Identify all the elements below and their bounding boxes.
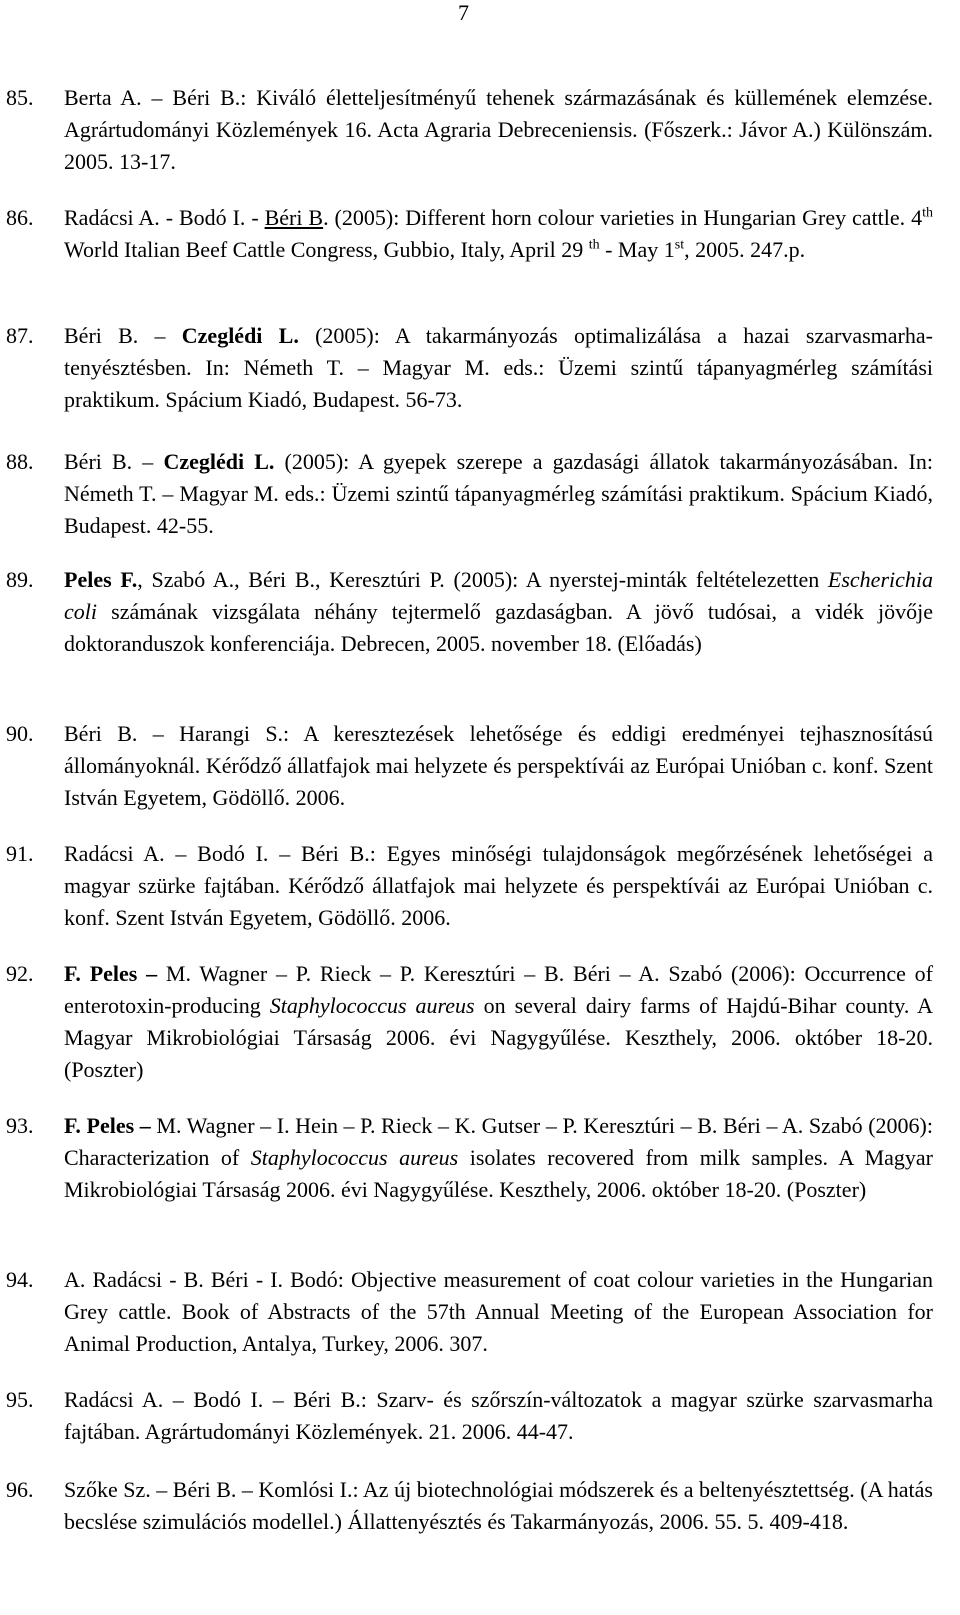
reference-text-run: on several dairy farms of Hajdú-Bihar county. A Magyar Mikrobiológiai Társaság 2006. évi Nagygyűlése. Keszthely, 2006. október 18-20. (Poszter) — [64, 993, 939, 1082]
reference-text — [64, 564, 939, 660]
reference-text-run: th — [922, 205, 933, 221]
reference-text — [64, 82, 939, 178]
reference-text-run: Béri B. – — [64, 449, 164, 474]
reference-text-run: Czeglédi L. — [163, 449, 275, 474]
reference-number: 90. — [6, 721, 34, 746]
reference-number: 96. — [6, 1477, 34, 1502]
reference-text — [64, 446, 939, 542]
reference-text-run: Szőke Sz. – Béri B. – Komlósi I.: Az új biotechnológiai módszerek és a beltenyésztettség. (A hatás becslése szimulációs modellel.) Állattenyésztés és Takarmányozás, 2006. 55. 5. 409-418. — [64, 1477, 939, 1534]
reference-number: 89. — [6, 567, 34, 592]
reference-number: 91. — [6, 841, 34, 866]
reference-text-run: Béri B — [264, 205, 324, 230]
reference-text — [64, 838, 939, 934]
reference-number: 92. — [6, 961, 34, 986]
reference-text-run: Escherichia coli — [64, 567, 939, 624]
reference-text — [64, 1384, 939, 1448]
reference-text-run: st — [674, 237, 685, 253]
reference-text-run: (2005): A takarmányozás optimalizálása a hazai szarvasmarha-tenyésztésben. In: Németh T. – Magyar M. eds.: Üzemi szintű tápanyagmérleg számítási praktikum. Spácium Kiadó, Budapest. 56-73. — [64, 323, 939, 412]
reference-text — [64, 1264, 939, 1360]
reference-text-run: A. Radácsi - B. Béri - I. Bodó: Objective measurement of coat colour varieties in the Hungarian Grey cattle. Book of Abstracts of the 57th Annual Meeting of the European Association for Animal Production, Antalya, Turkey, 2006. 307. — [64, 1267, 939, 1356]
reference-number: 95. — [6, 1387, 34, 1412]
reference-number: 87. — [6, 323, 34, 348]
reference-text-run: Radácsi A. – Bodó I. – Béri B.: Szarv- és szőrszín-változatok a magyar szürke szarvasmarha fajtában. Agrártudományi Közlemények. 21. 2006. 44-47. — [64, 1387, 939, 1444]
reference-text-run: F. Peles – — [64, 961, 158, 986]
reference-text-run: Radácsi A. - Bodó I. - — [64, 205, 265, 230]
reference-text-run: Staphylococcus aureus — [250, 1145, 459, 1170]
reference-text-run: Peles F. — [64, 567, 138, 592]
reference-text-run: Berta A. – Béri B.: Kiváló életteljesítményű tehenek származásának és küllemének elemzése. Agrártudományi Közlemények 16. Acta Agraria Debreceniensis. (Főszerk.: Jávor A.) Különszám. 2005. 13-17. — [64, 85, 939, 174]
reference-text-run: M. Wagner – P. Rieck – P. Keresztúri – B. Béri – A. Szabó (2006): Occurrence of enterotoxin-producing — [64, 961, 939, 1018]
reference-number: 93. — [6, 1113, 34, 1138]
reference-text — [64, 202, 939, 266]
reference-text-run: F. Peles – — [64, 1113, 151, 1138]
reference-text-run: - May 1 — [599, 237, 675, 262]
reference-number: 94. — [6, 1267, 34, 1292]
reference-text-run: M. Wagner – I. Hein – P. Rieck – K. Gutser – P. Keresztúri – B. Béri – A. Szabó (2006): Characterization of — [64, 1113, 939, 1170]
reference-text-run: . (2005): Different horn colour varieties in Hungarian Grey cattle. 4 — [323, 205, 923, 230]
reference-text-run: Béri B. – — [64, 323, 182, 348]
reference-text-run: Béri B. – Harangi S.: A keresztezések lehetősége és eddigi eredményei tejhasznosítású állományoknál. Kérődző állatfajok mai helyzete és perspektívái az Európai Unióban c. konf. Szent István Egyetem, Gödöllő. 2006. — [64, 721, 939, 810]
reference-text-run: World Italian Beef Cattle Congress, Gubbio, Italy, April 29 — [64, 205, 939, 262]
reference-text-run: Radácsi A. – Bodó I. – Béri B.: Egyes minőségi tulajdonságok megőrzésének lehetőségei a magyar szürke fajtában. Kérődző állatfajok mai helyzete és perspektívái az Európai Unióban c. konf. Szent István Egyetem, Gödöllő. 2006. — [64, 841, 939, 930]
reference-text-run: (2005): A gyepek szerepe a gazdasági állatok takarmányozásában. In: Németh T. – Magyar M. eds.: Üzemi szintű tápanyagmérleg számítási praktikum. Spácium Kiadó, Budapest. 42-55. — [64, 449, 939, 538]
reference-text-run: számának vizsgálata néhány tejtermelő gazdaságban. A jövő tudósai, a vidék jövője doktoranduszok konferenciája. Debrecen, 2005. november 18. (Előadás) — [64, 599, 939, 656]
reference-text-run: , Szabó A., Béri B., Keresztúri P. (2005): A nyerstej-minták feltételezetten — [137, 567, 828, 592]
reference-text-run: th — [588, 237, 600, 253]
reference-text-run: isolates recovered from milk samples. A Magyar Mikrobiológiai Társaság 2006. évi Nagygyűlése. Keszthely, 2006. október 18-20. (Poszter) — [64, 1145, 939, 1202]
reference-text-run: Czeglédi L. — [181, 323, 299, 348]
reference-text — [64, 1474, 939, 1538]
reference-text — [64, 958, 939, 1086]
reference-text — [64, 718, 939, 814]
reference-text — [64, 1110, 939, 1206]
page-number: 7 — [458, 0, 469, 25]
reference-number: 85. — [6, 85, 34, 110]
reference-number: 88. — [6, 449, 34, 474]
reference-text — [64, 320, 939, 416]
reference-text-run: , 2005. 247.p. — [684, 237, 806, 262]
reference-number: 86. — [6, 205, 34, 230]
reference-text-run: Staphylococcus aureus — [269, 993, 475, 1018]
